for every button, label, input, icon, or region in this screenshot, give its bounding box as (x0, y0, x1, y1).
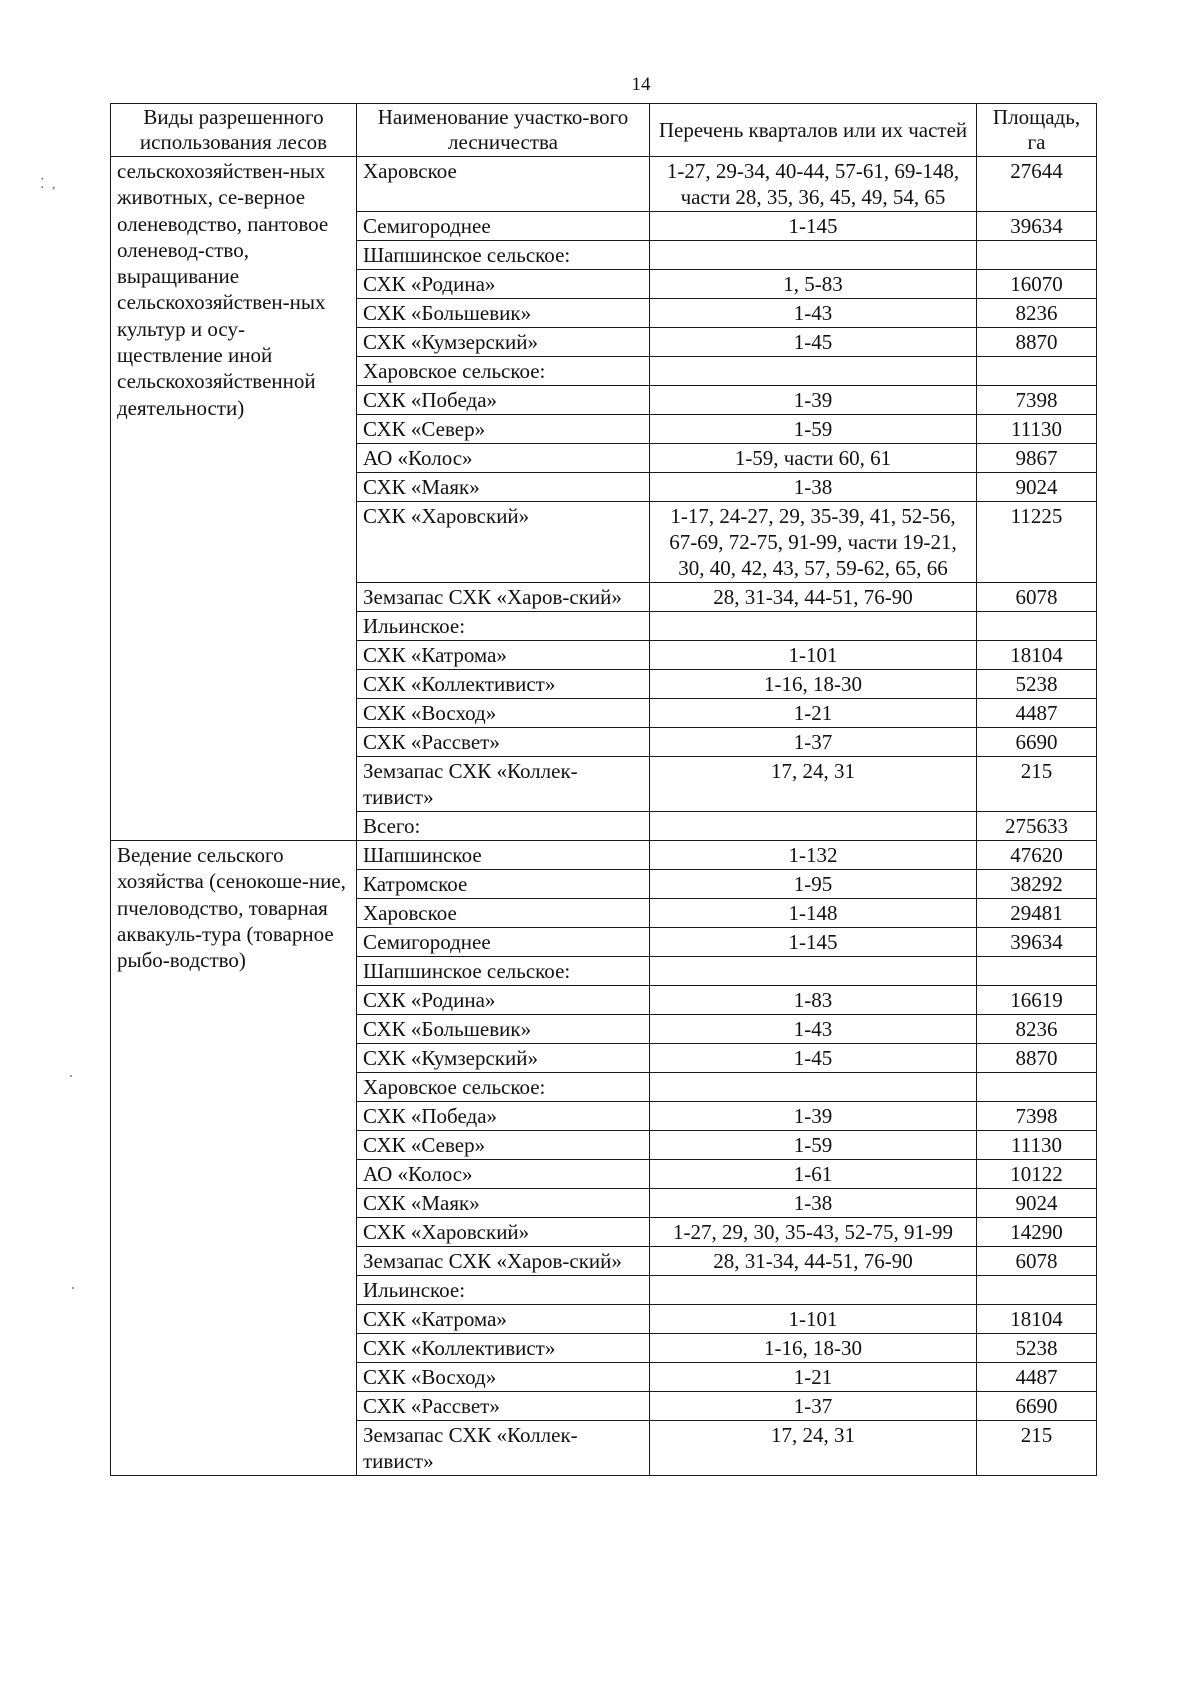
quarters-list: 1-145 (650, 212, 977, 241)
area-value: 9024 (977, 473, 1097, 502)
forestry-name: СХК «Родина» (357, 986, 650, 1015)
quarters-list (650, 357, 977, 386)
forestry-name: Семигороднее (357, 928, 650, 957)
forestry-name: СХК «Коллективист» (357, 670, 650, 699)
quarters-list: 1-27, 29-34, 40-44, 57-61, 69-148, части 28, 35, 36, 45, 49, 54, 65 (650, 157, 977, 212)
header-quarters: Перечень кварталов или их частей (650, 104, 977, 157)
quarters-list: 1-37 (650, 1392, 977, 1421)
forestry-name: СХК «Большевик» (357, 299, 650, 328)
area-value: 18104 (977, 641, 1097, 670)
quarters-list: 1-43 (650, 299, 977, 328)
quarters-list: 1-17, 24-27, 29, 35-39, 41, 52-56, 67-69, 72-75, 91-99, части 19-21, 30, 40, 42, 43, 57, 59-62, 65, 66 (650, 502, 977, 583)
table-row (111, 841, 1097, 870)
forestry-name: СХК «Север» (357, 1131, 650, 1160)
forestry-name: Шапшинское сельское: (357, 957, 650, 986)
forestry-name: СХК «Рассвет» (357, 728, 650, 757)
scan-speck: ⁚ , (40, 177, 58, 192)
area-value: 11130 (977, 1131, 1097, 1160)
forestry-name: СХК «Родина» (357, 270, 650, 299)
quarters-list: 1-38 (650, 1189, 977, 1218)
forestry-name: Земзапас СХК «Харов-ский» (357, 583, 650, 612)
quarters-list: 1-59 (650, 415, 977, 444)
header-area: Площадь, га (977, 104, 1097, 157)
forestry-name: СХК «Маяк» (357, 1189, 650, 1218)
forestry-name: Шапшинское сельское: (357, 241, 650, 270)
forestry-name: Ильинское: (357, 1276, 650, 1305)
quarters-list: 17, 24, 31 (650, 1421, 977, 1476)
use-category: сельскохозяйствен-ных животных, се-верное оленеводство, пантовое оленевод-ство, выращивание сельскохозяйствен-ных культур и осу-ществление иной сельскохозяйственной деятельности) (111, 157, 357, 841)
area-value: 38292 (977, 870, 1097, 899)
quarters-list: 1-132 (650, 841, 977, 870)
forestry-name: СХК «Рассвет» (357, 1392, 650, 1421)
forestry-name: Земзапас СХК «Коллек-тивист» (357, 1421, 650, 1476)
forestry-name: Харовское (357, 899, 650, 928)
table-row (111, 157, 1097, 212)
forestry-name: Земзапас СХК «Харов-ский» (357, 1247, 650, 1276)
quarters-list: 1-148 (650, 899, 977, 928)
area-value: 16619 (977, 986, 1097, 1015)
scan-dot (72, 1287, 74, 1289)
use-category: Ведение сельского хозяйства (сенокоше-ние, пчеловодство, товарная аквакуль-тура (товарное рыбо-водство) (111, 841, 357, 1476)
forestry-name: Харовское сельское: (357, 357, 650, 386)
area-value (977, 612, 1097, 641)
area-value: 39634 (977, 212, 1097, 241)
forestry-name: СХК «Победа» (357, 386, 650, 415)
area-value: 11130 (977, 415, 1097, 444)
quarters-list: 1-16, 18-30 (650, 670, 977, 699)
quarters-list: 1-21 (650, 1363, 977, 1392)
quarters-list: 1-39 (650, 386, 977, 415)
forestry-name: СХК «Кумзерский» (357, 1044, 650, 1073)
area-value: 39634 (977, 928, 1097, 957)
quarters-list: 1-59 (650, 1131, 977, 1160)
quarters-list: 1-27, 29, 30, 35-43, 52-75, 91-99 (650, 1218, 977, 1247)
forestry-name: Семигороднее (357, 212, 650, 241)
area-value: 8870 (977, 328, 1097, 357)
area-value: 18104 (977, 1305, 1097, 1334)
area-value: 16070 (977, 270, 1097, 299)
quarters-list: 1-38 (650, 473, 977, 502)
area-value: 14290 (977, 1218, 1097, 1247)
forestry-name: СХК «Восход» (357, 699, 650, 728)
forestry-name: СХК «Катрома» (357, 641, 650, 670)
table-header-row (111, 104, 1097, 157)
area-value: 215 (977, 757, 1097, 812)
quarters-list (650, 812, 977, 841)
area-value: 9867 (977, 444, 1097, 473)
area-value (977, 241, 1097, 270)
page-number: 14 (631, 74, 651, 95)
forestry-name: АО «Колос» (357, 1160, 650, 1189)
area-value: 8236 (977, 299, 1097, 328)
forestry-name: Харовское (357, 157, 650, 212)
area-value: 6690 (977, 728, 1097, 757)
area-value: 27644 (977, 157, 1097, 212)
area-value: 10122 (977, 1160, 1097, 1189)
quarters-list: 1-83 (650, 986, 977, 1015)
quarters-list: 1, 5-83 (650, 270, 977, 299)
quarters-list: 1-45 (650, 328, 977, 357)
area-value: 5238 (977, 670, 1097, 699)
quarters-list: 1-101 (650, 641, 977, 670)
area-value: 8870 (977, 1044, 1097, 1073)
quarters-list (650, 1276, 977, 1305)
quarters-list: 1-16, 18-30 (650, 1334, 977, 1363)
quarters-list (650, 1073, 977, 1102)
quarters-list: 1-45 (650, 1044, 977, 1073)
forestry-name: Шапшинское (357, 841, 650, 870)
quarters-list: 28, 31-34, 44-51, 76-90 (650, 1247, 977, 1276)
header-forestry-name: Наименование участко-вого лесничества (357, 104, 650, 157)
area-value: 5238 (977, 1334, 1097, 1363)
area-value (977, 957, 1097, 986)
area-value: 8236 (977, 1015, 1097, 1044)
area-value: 275633 (977, 812, 1097, 841)
area-value: 11225 (977, 502, 1097, 583)
forestry-name: СХК «Север» (357, 415, 650, 444)
header-use-type: Виды разрешенного использования лесов (111, 104, 357, 157)
forestry-name: СХК «Большевик» (357, 1015, 650, 1044)
table-body (111, 157, 1097, 1476)
area-value (977, 1276, 1097, 1305)
quarters-list (650, 241, 977, 270)
quarters-list: 1-39 (650, 1102, 977, 1131)
forestry-name: СХК «Маяк» (357, 473, 650, 502)
quarters-list: 1-43 (650, 1015, 977, 1044)
forestry-name: СХК «Кумзерский» (357, 328, 650, 357)
quarters-list (650, 612, 977, 641)
quarters-list: 1-59, части 60, 61 (650, 444, 977, 473)
forestry-name: Земзапас СХК «Коллек-тивист» (357, 757, 650, 812)
forestry-name: СХК «Победа» (357, 1102, 650, 1131)
forestry-name: СХК «Харовский» (357, 1218, 650, 1247)
area-value: 6078 (977, 1247, 1097, 1276)
forestry-name: Ильинское: (357, 612, 650, 641)
area-value: 9024 (977, 1189, 1097, 1218)
forest-use-table (110, 103, 1097, 1476)
area-value: 215 (977, 1421, 1097, 1476)
area-value: 4487 (977, 699, 1097, 728)
area-value: 4487 (977, 1363, 1097, 1392)
area-value (977, 1073, 1097, 1102)
forestry-name: АО «Колос» (357, 444, 650, 473)
area-value: 47620 (977, 841, 1097, 870)
forestry-name: СХК «Харовский» (357, 502, 650, 583)
forestry-name: Харовское сельское: (357, 1073, 650, 1102)
quarters-list: 1-101 (650, 1305, 977, 1334)
quarters-list (650, 957, 977, 986)
quarters-list: 1-21 (650, 699, 977, 728)
forestry-name: Катромское (357, 870, 650, 899)
area-value: 7398 (977, 1102, 1097, 1131)
quarters-list: 1-145 (650, 928, 977, 957)
quarters-list: 1-95 (650, 870, 977, 899)
scan-dot (70, 1075, 72, 1077)
quarters-list: 1-37 (650, 728, 977, 757)
quarters-list: 1-61 (650, 1160, 977, 1189)
forestry-name: Всего: (357, 812, 650, 841)
forestry-name: СХК «Восход» (357, 1363, 650, 1392)
area-value: 6690 (977, 1392, 1097, 1421)
area-value: 6078 (977, 583, 1097, 612)
area-value: 29481 (977, 899, 1097, 928)
forestry-name: СХК «Катрома» (357, 1305, 650, 1334)
area-value (977, 357, 1097, 386)
quarters-list: 28, 31-34, 44-51, 76-90 (650, 583, 977, 612)
quarters-list: 17, 24, 31 (650, 757, 977, 812)
forestry-name: СХК «Коллективист» (357, 1334, 650, 1363)
area-value: 7398 (977, 386, 1097, 415)
